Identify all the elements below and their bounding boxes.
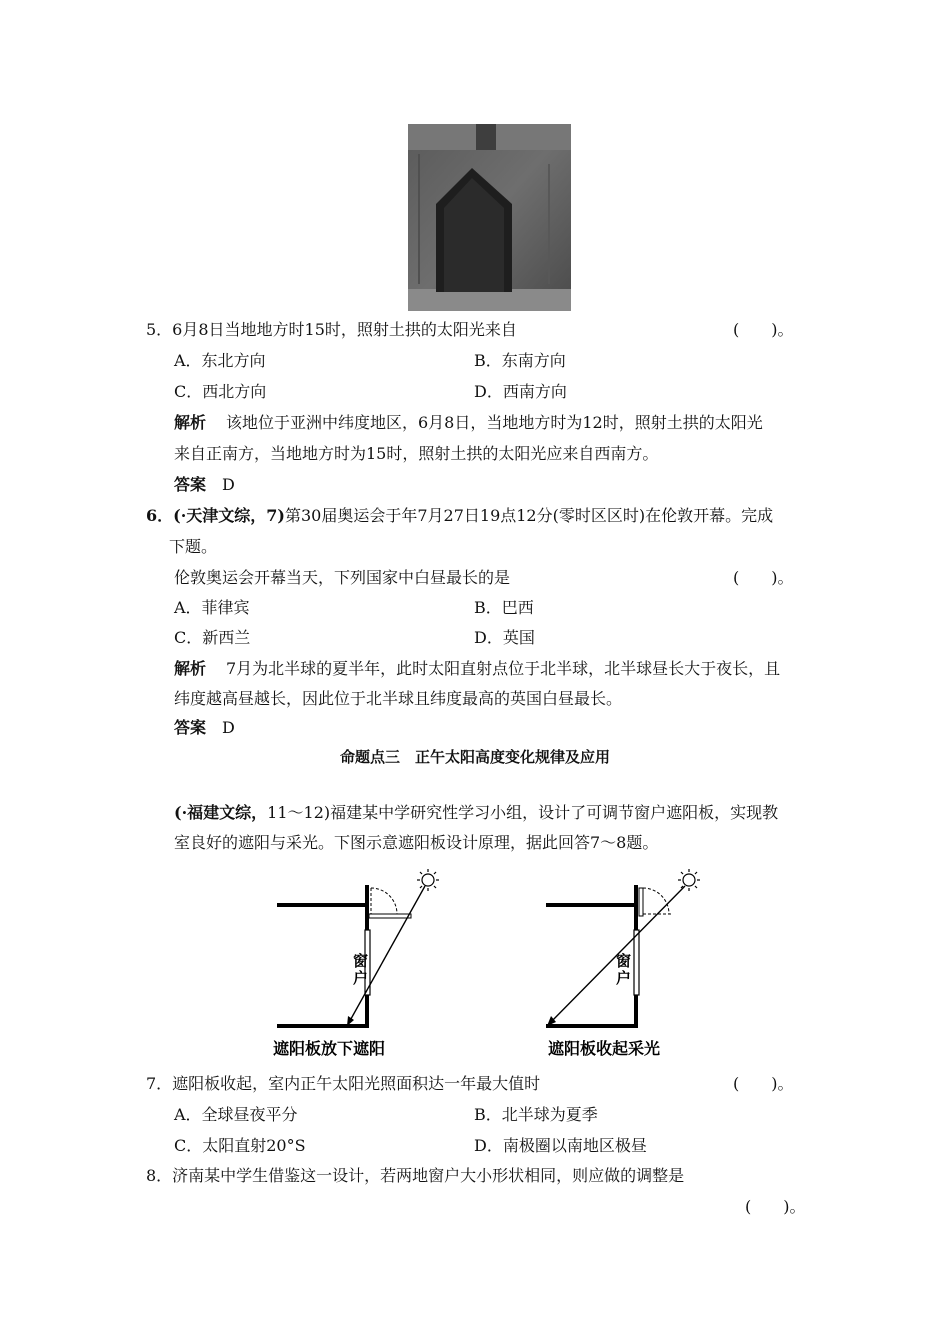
q5-answer-label: 答案 xyxy=(174,475,207,494)
right-rotation-arc xyxy=(643,888,669,914)
q5-option-a: A．东北方向 xyxy=(174,351,266,370)
q5-analysis-line-1: 该地位于亚洲中纬度地区，6月8日，当地地方时为12时，照射土拱的太阳光 xyxy=(226,413,763,432)
q6-question: 伦敦奥运会开幕当天，下列国家中白昼最长的是 xyxy=(174,568,511,587)
left-sun-icon xyxy=(417,869,439,891)
q8-answer-bracket: ( )。 xyxy=(745,1197,806,1216)
q7-option-d: D．南极圈以南地区极昼 xyxy=(474,1136,647,1155)
q6-analysis-line-2: 纬度越高昼越长，因此位于北半球且纬度最高的英国白昼最长。 xyxy=(174,689,623,708)
section-title: 命题点三 正午太阳高度变化规律及应用 xyxy=(340,748,611,766)
q6-stem-line-1 xyxy=(146,506,773,526)
left-window-label-2: 户 xyxy=(353,969,369,987)
q6-answer-bracket: ( )。 xyxy=(733,568,794,587)
right-window-label-2: 户 xyxy=(616,969,632,987)
q6-answer-label: 答案 xyxy=(174,718,207,737)
intro-source: (·福建文综， xyxy=(174,803,268,822)
q6-option-b: B．巴西 xyxy=(474,598,534,617)
q6-option-d: D．英国 xyxy=(474,628,535,647)
earth-arch-photo xyxy=(408,124,571,311)
q6-analysis-line-1: 7月为北半球的夏半年，此时太阳直射点位于北半球，北半球昼长大于夜长，且 xyxy=(226,659,781,678)
right-caption: 遮阳板收起采光 xyxy=(548,1039,661,1058)
q7-option-c: C．太阳直射20°S xyxy=(174,1136,306,1155)
intro-line-1 xyxy=(174,803,778,823)
left-rotation-arc xyxy=(371,888,397,914)
q5-option-c: C．西北方向 xyxy=(174,382,267,401)
q8-stem: 8．济南某中学生借鉴这一设计，若两地窗户大小形状相同，则应做的调整是 xyxy=(146,1166,685,1185)
q6-option-c: C．新西兰 xyxy=(174,628,251,647)
q6-option-a: A．菲律宾 xyxy=(174,598,250,617)
right-panel xyxy=(546,869,700,1058)
q7-stem: 7．遮阳板收起，室内正午太阳光照面积达一年最大值时 xyxy=(146,1074,541,1093)
left-panel xyxy=(273,869,439,1058)
sunshade-diagram xyxy=(265,868,715,1063)
intro-source-rest: 11～12)福建某中学研究性学习小组，设计了可调节窗户遮阳板，实现教 xyxy=(267,803,779,822)
intro-line-2: 室良好的遮阳与采光。下图示意遮阳板设计原理，据此回答7～8题。 xyxy=(174,833,659,852)
q5-analysis-label: 解析 xyxy=(174,413,207,432)
right-sunshade-board xyxy=(639,888,643,916)
q7-answer-bracket: ( )。 xyxy=(733,1074,794,1093)
right-sun-icon xyxy=(678,869,700,891)
q5-option-b: B．东南方向 xyxy=(474,351,566,370)
q5-analysis-line-2: 来自正南方，当地地方时为15时，照射土拱的太阳光应来自西南方。 xyxy=(174,444,659,463)
q5-stem: 5．6月8日当地地方时15时，照射土拱的太阳光来自 xyxy=(146,320,517,339)
q6-source: 6．(·天津文综，7) xyxy=(146,506,285,525)
right-window-pane xyxy=(634,930,639,995)
q7-option-a: A．全球昼夜平分 xyxy=(174,1105,298,1124)
q5-option-d: D．西南方向 xyxy=(474,382,567,401)
q7-option-b: B．北半球为夏季 xyxy=(474,1105,598,1124)
q6-stem-rest: 第30届奥运会于年7月27日19点12分(零时区区时)在伦敦开幕。完成 xyxy=(284,506,774,525)
q6-answer: D xyxy=(222,718,235,737)
q6-stem-line-2: 下题。 xyxy=(169,537,218,556)
right-window-label-1: 窗 xyxy=(616,952,632,970)
q5-answer-bracket: ( )。 xyxy=(733,320,794,339)
q6-analysis-label: 解析 xyxy=(174,659,207,678)
q5-answer: D xyxy=(222,475,235,494)
left-caption: 遮阳板放下遮阳 xyxy=(273,1039,386,1058)
left-window-label-1: 窗 xyxy=(353,952,369,970)
left-sunshade-board xyxy=(369,914,411,918)
